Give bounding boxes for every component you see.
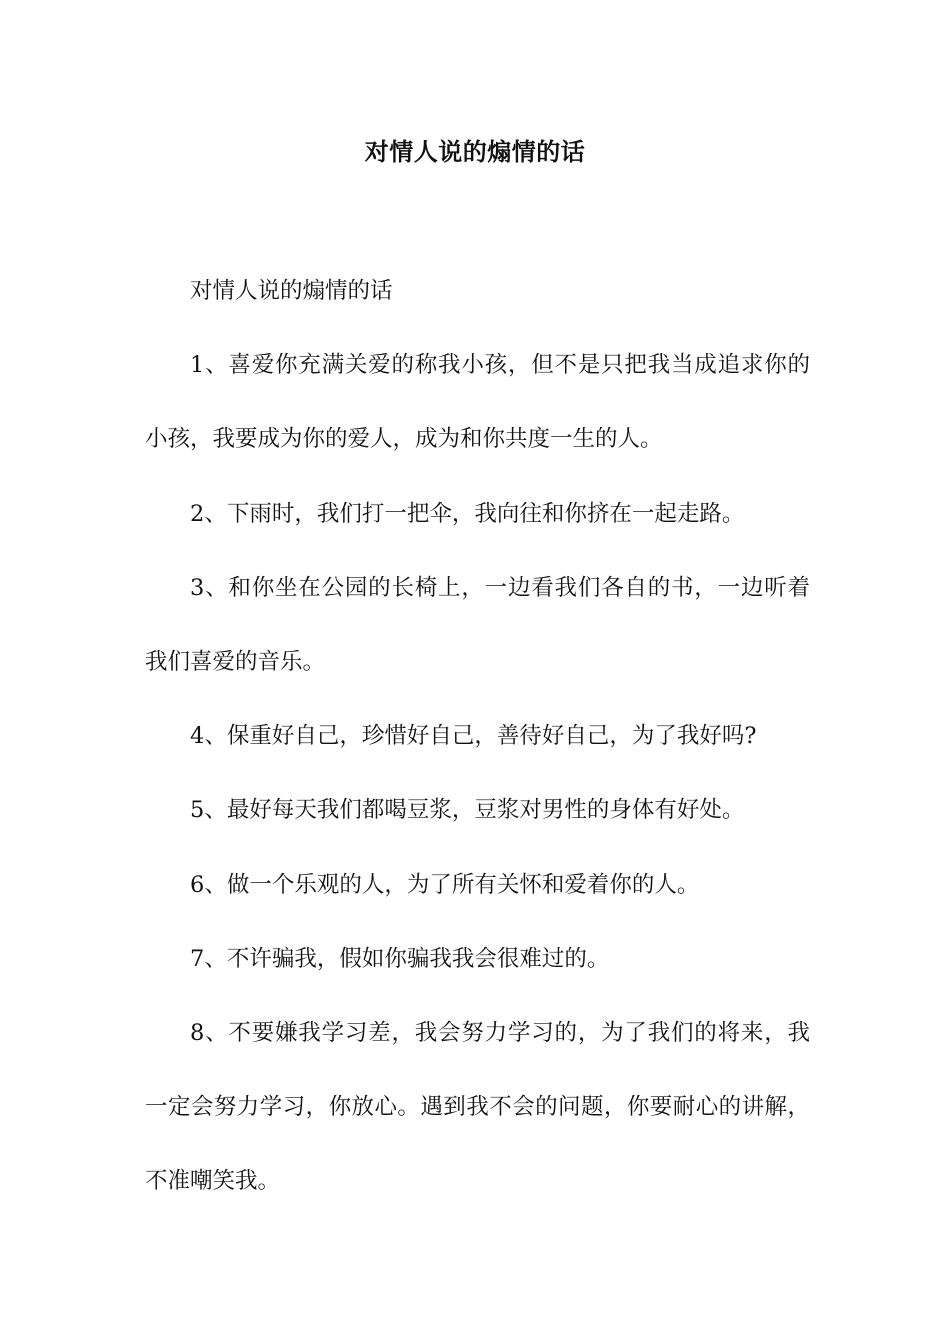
- paragraph-item-8: 8、不要嫌我学习差，我会努力学习的，为了我们的将来，我一定会努力学习，你放心。遇到我不会的问题，你要耐心的讲解，不准嘲笑我。: [145, 1020, 810, 1195]
- document-title: 对情人说的煽情的话: [364, 137, 586, 166]
- paragraph-item-5: 5、最好每天我们都喝豆浆，豆浆对男性的身体有好处。: [190, 797, 745, 824]
- paragraph-item-2: 2、下雨时，我们打一把伞，我向往和你挤在一起走路。: [190, 500, 745, 527]
- paragraph-item-4: 4、保重好自己，珍惜好自己，善待好自己，为了我好吗?: [190, 723, 757, 750]
- paragraph-item-1: 1、喜爱你充满关爱的称我小孩，但不是只把我当成追求你的小孩，我要成为你的爱人，成为和你共度一生的人。: [145, 352, 810, 453]
- paragraph-item-7: 7、不许骗我，假如你骗我我会很难过的。: [190, 945, 610, 972]
- paragraph-item-6: 6、做一个乐观的人，为了所有关怀和爱着你的人。: [190, 871, 700, 898]
- document-body: [145, 254, 810, 1219]
- paragraph-item-3: 3、和你坐在公园的长椅上，一边看我们各自的书，一边听着我们喜爱的音乐。: [145, 574, 810, 676]
- intro-paragraph: 对情人说的煽情的话: [190, 278, 393, 304]
